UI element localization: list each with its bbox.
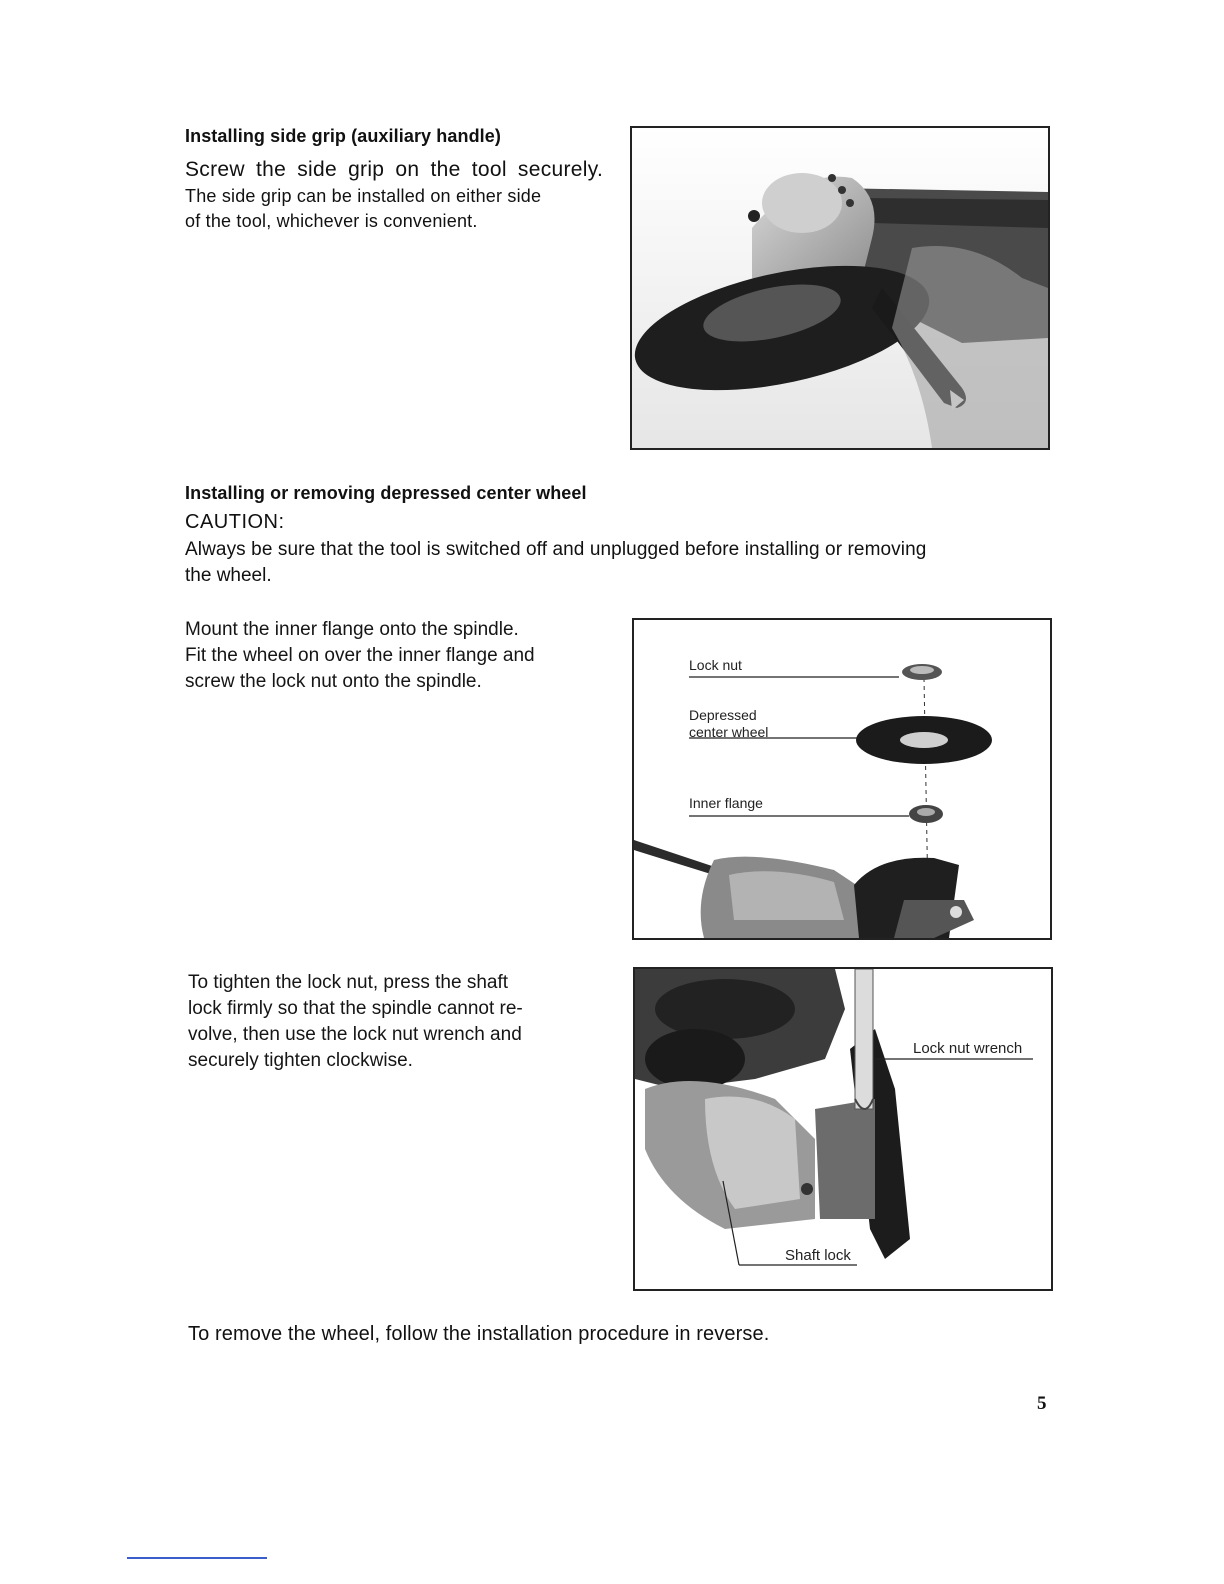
side-grip-illustration: [632, 128, 1048, 448]
depressed-wheel-label-line-2: center wheel: [689, 724, 769, 740]
tighten-instructions: [188, 970, 608, 1074]
depressed-wheel-heading: Installing or removing depressed center wheel: [185, 483, 587, 503]
side-grip-line-1: Screw the side grip on the tool securely.: [185, 158, 604, 181]
tighten-line-1: To tighten the lock nut, press the shaft: [188, 972, 509, 993]
mount-line-1: Mount the inner flange onto the spindle.: [185, 619, 519, 640]
caution-text: [185, 537, 1055, 589]
side-grip-photo: [630, 126, 1050, 450]
depressed-wheel-label-line-1: Depressed: [689, 707, 757, 723]
tighten-line-4: securely tighten clockwise.: [188, 1050, 413, 1071]
page-number: 5: [1037, 1393, 1047, 1414]
mount-instructions: [185, 617, 605, 695]
lock-nut-wrench-illustration: [635, 969, 1051, 1289]
mount-line-3: screw the lock nut onto the spindle.: [185, 671, 482, 692]
side-grip-line-3: of the tool, whichever is convenient.: [185, 211, 478, 231]
mount-line-2: Fit the wheel on over the inner flange and: [185, 645, 535, 666]
side-grip-heading: Installing side grip (auxiliary handle): [185, 126, 501, 146]
lock-nut-label: Lock nut: [689, 657, 742, 673]
inner-flange-label: Inner flange: [689, 795, 763, 811]
lock-nut-wrench-photo: [633, 967, 1053, 1291]
lock-nut-wrench-label: Lock nut wrench: [913, 1040, 1023, 1057]
wheel-assembly-diagram: [632, 618, 1052, 940]
shaft-lock-label: Shaft lock: [785, 1247, 851, 1264]
tighten-line-2: lock firmly so that the spindle cannot re-: [188, 998, 523, 1019]
tighten-line-3: volve, then use the lock nut wrench and: [188, 1024, 522, 1045]
caution-line-2: the wheel.: [185, 565, 272, 586]
side-grip-line-2: The side grip can be installed on either side: [185, 186, 542, 206]
bottom-rule: [127, 1557, 267, 1559]
depressed-wheel-label: [689, 707, 768, 741]
caution-line-1: Always be sure that the tool is switched off and unplugged before installing or removing: [185, 539, 927, 560]
caution-label: CAUTION:: [185, 511, 285, 533]
remove-wheel-text: To remove the wheel, follow the installation procedure in reverse.: [188, 1323, 770, 1345]
side-grip-text: [185, 156, 605, 234]
